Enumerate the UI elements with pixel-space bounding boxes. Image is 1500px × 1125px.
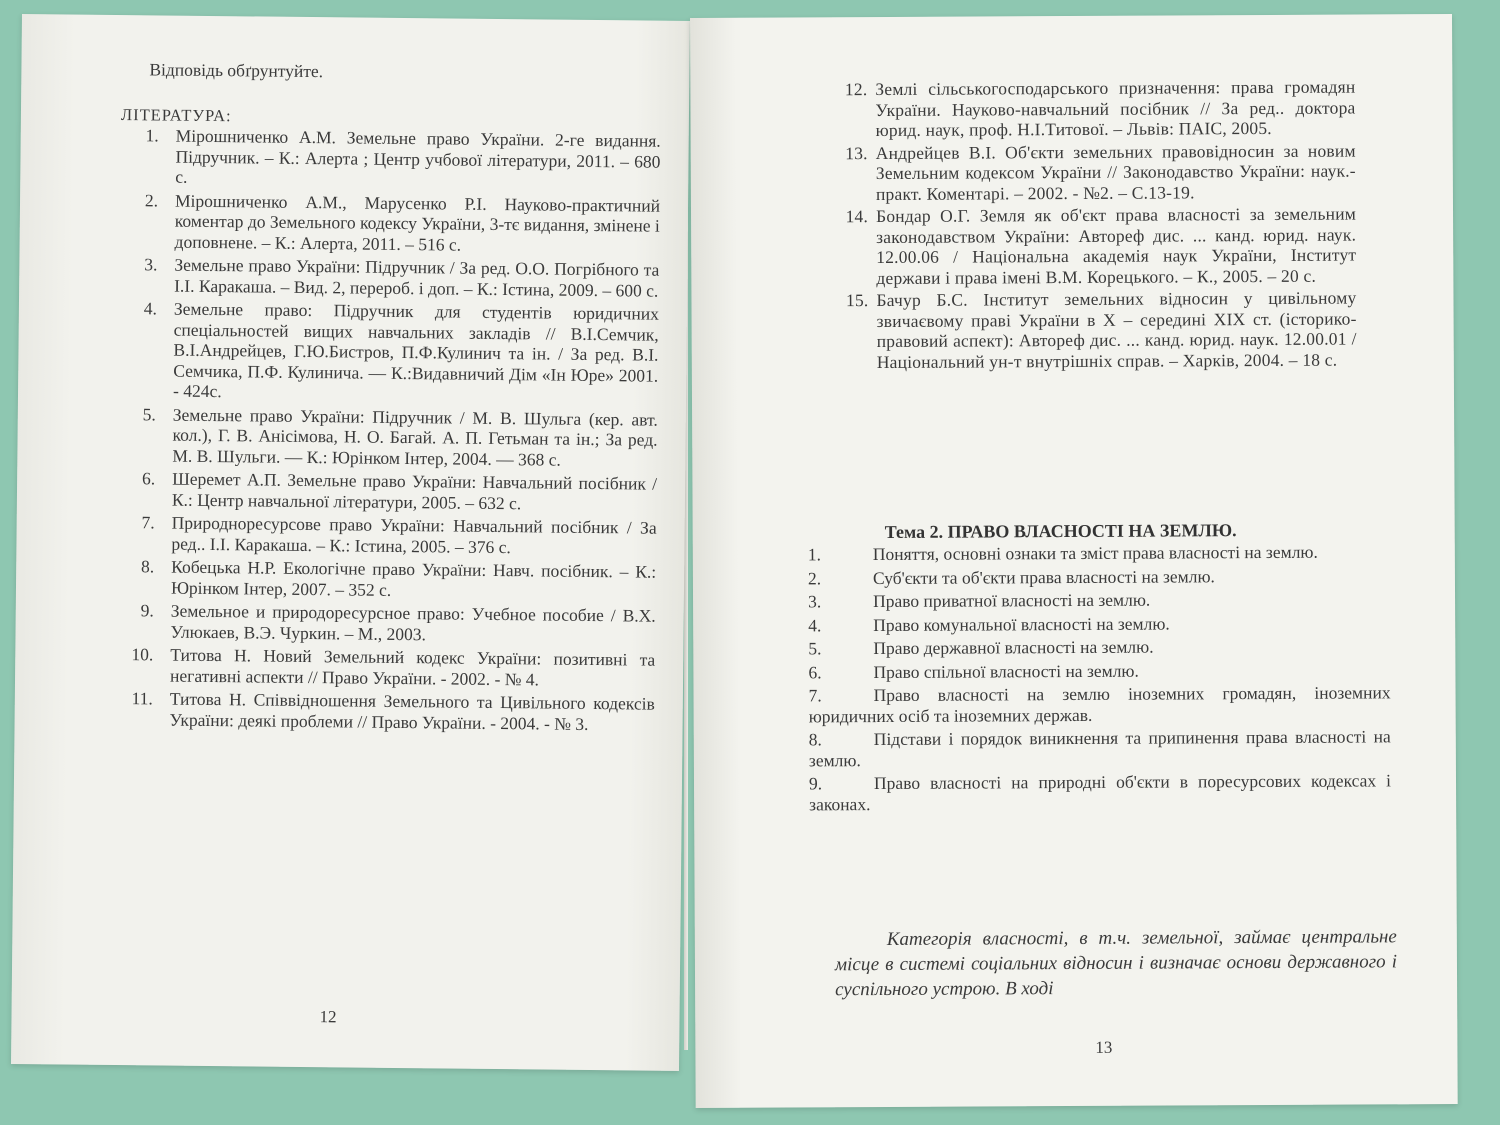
item-text: Земельне право: Підручник для студентів юридичних спеціальностей вищих навчальних закладів // В.І.Семчик, В.І.Андрейцев, Г.Ю.Бистров, П.Ф.Кулинич та ін. / За ред. В.І. Семчика, П.Ф. Кулинича. — К.:Видавничий Дім «Ін Юре» 2001. - 424с. [172, 298, 660, 402]
item-number: 7. [808, 685, 822, 706]
item-number: 3. [144, 254, 158, 275]
item-number: 5. [142, 403, 156, 424]
reference-item [100, 125, 661, 192]
item-text: Бондар О.Г. Земля як об'єкт права власності за земельним законодавством України: Автореф дис. ... канд. юрид. наук. 12.00.06 / Національна академія наук України, Інститут держави і права імені В.М. Корецького. – К., 2005. – 20 с. [875, 203, 1357, 288]
topic-item [808, 612, 1390, 636]
page-number: 12 [319, 1007, 337, 1027]
item-text: Суб'єкти та об'єкти права власності на землю. [872, 565, 1215, 588]
item-number: 6. [808, 661, 822, 682]
essay-paragraph: Категорія власності, в т.ч. земельної, займає центральне місце в системі соціальних відносин і визначає основи державного і суспільного устрою. В ході [834, 926, 1398, 1001]
item-text: Право приватної власності на землю. [873, 589, 1151, 612]
item-text: Земельне право України: Підручник / За ред. О.О. Погрібного та І.І. Каракаша. – Вид. 2, перероб. і доп. – К.: Істина, 2009. – 600 с. [174, 254, 660, 301]
item-text: Право комунальної власності на землю. [873, 612, 1170, 635]
reference-item [97, 403, 658, 470]
item-text: Мірошниченко А.М. Земельне право України. 2-ге видання. Підручник. – К.: Алерта ; Центр учбової літератури, 2011. – 680 с. [175, 125, 661, 187]
item-text: Бачур Б.С. Інститут земельних відносин у цивільному звичаєвому праві України в Х – середині XIX ст. (історико-правовий аспект): Автореф дис. ... канд. юрид. наук. 12.00.01 / Національний ун-т внутрішніх справ. – Харків, 2004. – 18 с. [876, 287, 1357, 372]
item-text: Право державної власності на землю. [873, 636, 1154, 659]
item-number: 9. [140, 600, 154, 621]
intro-text: Відповідь обґрунтуйте. [149, 59, 324, 82]
item-text: Андрейцев В.І. Об'єкти земельних правовідносин за новим Земельним кодексом України // Законодавство України: наук.-практ. Коментарі. – 2002. - №2. – С.13-19. [875, 140, 1356, 204]
item-number: 8. [808, 729, 822, 750]
item-text: Шеремет А.П. Земельне право України: Навчальний посібник / К.: Центр навчальної літератури, 2005. – 632 с. [171, 468, 658, 513]
topic-title: Тема 2. ПРАВО ВЛАСНОСТІ НА ЗЕМЛЮ. [884, 520, 1237, 542]
reference-item [96, 556, 656, 603]
reference-item [95, 600, 655, 647]
item-number: 9. [808, 773, 823, 794]
reference-item [835, 77, 1355, 141]
item-number: 11. [131, 688, 153, 709]
item-number: 7. [141, 512, 155, 533]
right-page [690, 14, 1458, 1108]
topic-item [808, 682, 1390, 726]
reference-item [95, 644, 655, 691]
reference-item [99, 254, 659, 301]
reference-item [98, 298, 659, 406]
item-text: Мірошниченко А.М., Марусенко Р.І. Науково-практичний коментар до Земельного кодексу України, 3-тє видання, змінене і доповнене. – К.: Алерта, 2011. – 516 с. [174, 190, 661, 255]
item-number: 4. [143, 298, 158, 319]
item-text: Природноресурсове право України: Навчальний посібник / За ред.. І.І. Каракаша. – К.: Істина, 2005. – 376 с. [171, 512, 657, 557]
item-number: 1. [145, 125, 159, 146]
item-number: 15. [845, 290, 869, 311]
left-page [11, 14, 690, 1071]
item-text: Кобецька Н.Р. Екологічне право України: Навч. посібник. – К.: Юрінком Інтер, 2007. – 352 с. [170, 556, 657, 600]
item-text: Землі сільськогосподарського призначення: права громадян України. Науково-навчальний посібник // За ред.. доктора юрид. наук, проф. Н.І.Титової. – Львів: ПАІС, 2005. [875, 76, 1356, 141]
item-text: Поняття, основні ознаки та зміст права власності на землю. [872, 541, 1318, 565]
item-text: Земельное и природоресурсное право: Учебное пособие / В.Х. Улюкаев, В.Э. Чуркин. – М., 2003. [170, 600, 656, 644]
item-text: Право власності на землю іноземних громадян, іноземних юридичних осіб та іноземних держав. [808, 682, 1391, 726]
item-number: 4. [808, 614, 822, 635]
reference-item [95, 688, 655, 735]
reference-item [100, 189, 661, 256]
item-number: 6. [141, 468, 156, 489]
topic-item [808, 659, 1390, 683]
item-number: 3. [808, 591, 822, 612]
item-number: 8. [140, 556, 155, 577]
item-number: 2. [144, 189, 159, 210]
item-number: 2. [807, 567, 822, 588]
item-number: 1. [807, 544, 821, 565]
item-text: Титова Н. Співвідношення Земельного та Цивільного кодексів України: деякі проблеми // Право України. - 2004. - № 3. [169, 688, 655, 734]
literature-heading: ЛІТЕРАТУРА: [120, 105, 232, 126]
reference-item [836, 204, 1356, 289]
item-number: 5. [808, 638, 822, 659]
reference-item [836, 288, 1356, 373]
topic-item [808, 541, 1390, 565]
page-number: 13 [1095, 1037, 1113, 1057]
item-text: Право власності на природні об'єкти в поресурсових кодексах і законах. [809, 770, 1392, 814]
item-number: 13. [845, 142, 868, 163]
item-number: 14. [845, 206, 869, 227]
reference-item [96, 512, 656, 559]
reference-item [97, 468, 657, 515]
reference-item [836, 140, 1356, 204]
item-text: Титова Н. Новий Земельний кодекс України: позитивні та негативні аспекти // Право України. - 2002. - № 4. [169, 644, 656, 689]
reference-list [835, 77, 1357, 375]
topic-list [808, 541, 1391, 817]
item-text: Земельне право України: Підручник / М. В. Шульга (кер. авт. кол.), Г. В. Анісімова, Н. О. Багай. А. П. Гетьман та ін.; За ред. М. В. Шульги. — К.: Юрінком Інтер, 2004. — 368 с. [172, 404, 658, 470]
item-number: 12. [844, 79, 868, 100]
topic-item [808, 635, 1390, 659]
topic-item [808, 565, 1390, 589]
topic-item [809, 770, 1391, 814]
topic-item [809, 726, 1391, 770]
item-text: Підстави і порядок виникнення та припинення права власності на землю. [808, 726, 1391, 770]
item-number: 10. [131, 644, 154, 665]
item-text: Право спільної власності на землю. [873, 660, 1139, 682]
topic-item [808, 588, 1390, 612]
reference-list [94, 125, 660, 738]
